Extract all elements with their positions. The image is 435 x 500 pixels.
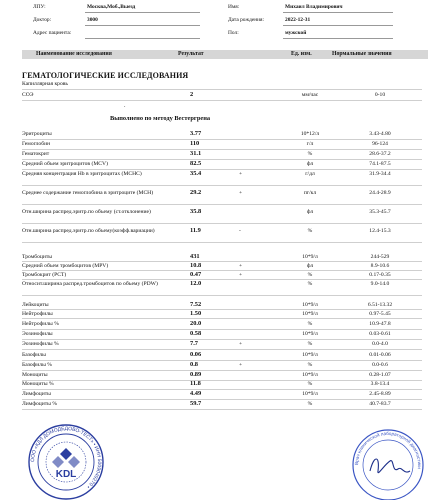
test-name: Нейтрофилы %: [22, 321, 59, 327]
test-unit: 10*9/л: [302, 302, 318, 308]
test-unit: %: [307, 401, 313, 407]
stamp-right-ring-text: Врач клинической лабораторной диагностики: [353, 430, 423, 470]
dot-mark: .: [124, 103, 126, 109]
test-name: Базофилы %: [22, 362, 52, 368]
test-result: 20.0: [190, 320, 202, 327]
dob-label: Дата рождения:: [228, 17, 264, 23]
header-underline-left-2: [85, 25, 200, 26]
stamp-inner-ring: [38, 434, 94, 490]
test-unit: 10*9/л: [302, 254, 318, 260]
test-result: 0.58: [190, 330, 202, 337]
test-norm: 10.9-47.8: [369, 321, 391, 327]
test-unit: г/л: [306, 141, 314, 147]
table-row: [0, 302, 435, 309]
test-norm: 24.4-28.9: [369, 190, 391, 196]
row-divider: [22, 370, 422, 371]
row-divider: [22, 223, 422, 224]
test-flag: +: [239, 272, 243, 278]
test-name: Отн.ширина распред.эритр.по объему(коэфф.вариации): [22, 228, 155, 234]
test-result: 0.06: [190, 351, 202, 358]
dob-value: 2022-12-31: [285, 17, 311, 23]
test-name: Нейтрофилы: [22, 311, 53, 317]
column-result: Результат: [178, 51, 204, 57]
row-divider: [22, 318, 422, 319]
stamp-left-ring-text: ООО «КДЛ ДОМОДЕДОВО-ТЕСТ» • ИНН 5009049270 •: [29, 425, 103, 490]
test-name: Относит.ширина распред.тромбоцитов по объему (PDW): [22, 281, 158, 287]
row-divider: [22, 329, 422, 330]
row-divider: [22, 185, 422, 186]
test-result: 0.47: [190, 271, 202, 278]
test-result: 0.8: [190, 361, 198, 368]
row-divider: [22, 309, 422, 310]
table-row: [0, 401, 435, 409]
column-header-band: [0, 50, 435, 59]
test-result: 59.7: [190, 400, 202, 407]
test-name: Тромбоциты: [22, 254, 53, 260]
test-norm: 0.03-0.61: [369, 331, 391, 337]
header-underline-left: [85, 12, 200, 13]
kdl-logo-icon: [52, 448, 80, 468]
row-divider: [22, 389, 422, 390]
test-norm: 74.1-87.5: [369, 161, 391, 167]
row-divider: [22, 204, 422, 205]
header-underline-right-3: [283, 38, 393, 39]
test-name: Моноциты: [22, 372, 48, 378]
test-unit: %: [307, 341, 313, 347]
test-norm: 8.9-10.6: [370, 263, 390, 269]
test-norm: 28.6-37.2: [369, 151, 391, 157]
test-flag: -: [239, 228, 241, 234]
test-result: 7.52: [190, 301, 202, 308]
row-divider: [22, 399, 422, 400]
table-row: [0, 263, 435, 270]
test-result: 1.50: [190, 310, 202, 317]
table-row: [0, 321, 435, 329]
table-row: [0, 281, 435, 295]
stamp-right-outer-ring: [353, 430, 423, 500]
row-divider: [22, 242, 422, 243]
address-label: Адрес пациента:: [33, 30, 72, 36]
sex-value: мужской: [285, 30, 307, 36]
stamp-right-inner-ring: [363, 440, 413, 490]
stamp-kdl-logo-text: KDL: [55, 469, 77, 480]
header-underline-right: [283, 12, 393, 13]
row-divider: [22, 339, 422, 340]
test-norm: 31.9-34.4: [369, 171, 391, 177]
row-divider: [22, 261, 422, 262]
row-divider: [22, 139, 422, 140]
test-name: Средняя концентрация Hb в эритроцитах (MCHC): [22, 171, 142, 177]
test-name: Эозинофилы: [22, 331, 53, 337]
test-unit: 10*9/л: [302, 352, 318, 358]
table-row: [0, 209, 435, 223]
table-row: [0, 228, 435, 242]
test-unit: фл: [306, 263, 314, 269]
doctor-label: Доктор:: [33, 17, 52, 23]
test-unit: фл: [306, 161, 314, 167]
test-name: Гемоглобин: [22, 141, 51, 147]
table-row: [0, 141, 435, 149]
test-unit: 10*9/л: [302, 372, 318, 378]
row-divider: [22, 159, 422, 160]
test-unit: мм/час: [301, 92, 319, 98]
test-norm: 0.28-1.07: [369, 372, 391, 378]
test-unit: фл: [306, 209, 314, 215]
row-divider: [22, 279, 422, 280]
table-row: [0, 352, 435, 360]
test-norm: 0.0-0.6: [372, 362, 388, 368]
test-flag: +: [239, 362, 243, 368]
test-flag: +: [239, 190, 243, 196]
test-norm: 40.7-83.7: [369, 401, 391, 407]
table-row: [0, 341, 435, 349]
stamp-outer-ring: [29, 425, 103, 499]
test-norm: 35.3-45.7: [369, 209, 391, 215]
test-result: 31.1: [190, 150, 202, 157]
row-divider: [22, 270, 422, 271]
row-divider: [22, 149, 422, 150]
test-norm: 244-529: [370, 254, 390, 260]
test-norm: 0.17-0.35: [369, 272, 391, 278]
test-unit: %: [307, 381, 313, 387]
table-row: [0, 161, 435, 169]
test-unit: %: [307, 321, 313, 327]
table-row: [0, 81, 435, 89]
table-row: [0, 362, 435, 370]
test-unit: %: [307, 281, 313, 287]
header-underline-left-3: [85, 38, 200, 39]
row-divider: [22, 360, 422, 361]
test-result: 10.8: [190, 262, 202, 269]
test-result: 2: [190, 91, 194, 98]
test-result: 82.5: [190, 160, 202, 167]
test-name: Эритроциты: [22, 131, 52, 137]
table-row: [0, 254, 435, 261]
test-name: СОЭ: [22, 92, 34, 98]
row-divider: [22, 100, 422, 101]
name-label: Имя:: [228, 4, 240, 10]
header-underline-right-2: [283, 25, 393, 26]
test-unit: 10*9/л: [302, 391, 318, 397]
test-result: 11.9: [190, 227, 201, 234]
test-result: 35.4: [190, 170, 202, 177]
signature-icon: [370, 459, 410, 473]
test-name: Лимфоциты: [22, 391, 51, 397]
test-norm: 2.45-8.89: [369, 391, 391, 397]
test-name: Гематокрит: [22, 151, 50, 157]
test-unit: 10*9/л: [302, 311, 318, 317]
table-row: [0, 190, 435, 204]
test-unit: 10*9/л: [302, 331, 318, 337]
test-unit: г/дл: [305, 171, 315, 177]
test-norm: 6.51-13.32: [367, 302, 393, 308]
method-note: Выполнено по методу Вестергрена: [110, 115, 211, 122]
table-row: [0, 272, 435, 279]
test-name: Базофилы: [22, 352, 46, 358]
test-norm: 0.97-5.45: [369, 311, 391, 317]
test-result: 7.7: [190, 340, 198, 347]
test-unit: %: [307, 151, 313, 157]
test-unit: %: [307, 272, 313, 278]
test-norm: 3.8-13.4: [370, 381, 390, 387]
test-norm: 0-10: [374, 92, 386, 98]
test-norm: 0.0-4.0: [372, 341, 388, 347]
test-name: Моноциты %: [22, 381, 54, 387]
test-result: 3.77: [190, 130, 202, 137]
test-flag: +: [239, 341, 243, 347]
row-divider: [22, 295, 422, 296]
test-result: 110: [190, 140, 200, 147]
stamp-left-group: [29, 425, 103, 499]
table-row: [0, 391, 435, 399]
test-result: 29.2: [190, 189, 202, 196]
test-name: Средний объем эритроцитов (MCV): [22, 161, 108, 167]
table-row: [0, 381, 435, 389]
patient-header: [0, 0, 435, 40]
test-name: Лейкоциты: [22, 302, 49, 308]
doctor-stamp: [340, 425, 435, 500]
test-norm: 3.43-4.80: [369, 131, 391, 137]
test-unit: %: [307, 362, 313, 368]
test-result: 0.89: [190, 371, 202, 378]
test-norm: 96-124: [372, 141, 388, 147]
row-divider: [22, 409, 422, 410]
test-flag: +: [239, 171, 243, 177]
test-name: Капиллярная кровь: [22, 81, 68, 87]
test-unit: %: [307, 228, 313, 234]
test-flag: +: [239, 263, 243, 269]
test-norm: 0.01-0.06: [369, 352, 391, 358]
test-result: 431: [190, 253, 200, 260]
test-name: Лимфоциты %: [22, 401, 57, 407]
table-row: [0, 311, 435, 318]
test-unit: 10*12/л: [300, 131, 320, 137]
sex-label: Пол:: [228, 30, 239, 36]
test-name: Тромбокрит (PCT): [22, 272, 67, 278]
test-result: 12.0: [190, 280, 202, 287]
test-name: Отн.ширина распред.эритр.по объему (ст.отклонение): [22, 209, 151, 215]
table-row: [0, 151, 435, 159]
row-divider: [22, 169, 422, 170]
test-unit: пг/кл: [303, 190, 317, 196]
test-norm: 9.0-14.0: [370, 281, 390, 287]
table-row: [0, 131, 435, 139]
test-norm: 12.4-15.3: [369, 228, 391, 234]
test-result: 35.8: [190, 208, 202, 215]
row-divider: [22, 89, 422, 90]
test-name: Среднее содержание гемоглобина в эритроците (МСН): [22, 190, 154, 196]
test-name: Эозинофилы %: [22, 341, 59, 347]
lab-seal-stamp: [14, 418, 114, 500]
table-row: [0, 331, 435, 339]
name-value: Михаил Владимирович: [285, 4, 343, 10]
doctor-value: 3000: [87, 17, 98, 23]
test-name: Средний объем тромбоцитов (MPV): [22, 263, 109, 269]
test-result: 4.49: [190, 390, 202, 397]
section-title: ГЕМАТОЛОГИЧЕСКИЕ ИССЛЕДОВАНИЯ: [22, 71, 189, 80]
table-row: [0, 372, 435, 380]
lpu-label: ЛПУ:: [33, 4, 46, 10]
column-unit: Ед. изм.: [291, 51, 312, 57]
test-result: 11.8: [190, 380, 201, 387]
table-row: [0, 92, 435, 100]
column-norm: Нормальные значения: [332, 51, 392, 57]
lpu-value: Москва,Моб.,Выезд: [87, 4, 136, 10]
row-divider: [22, 349, 422, 350]
column-name: Наименование исследования: [36, 51, 112, 57]
table-row: [0, 171, 435, 185]
